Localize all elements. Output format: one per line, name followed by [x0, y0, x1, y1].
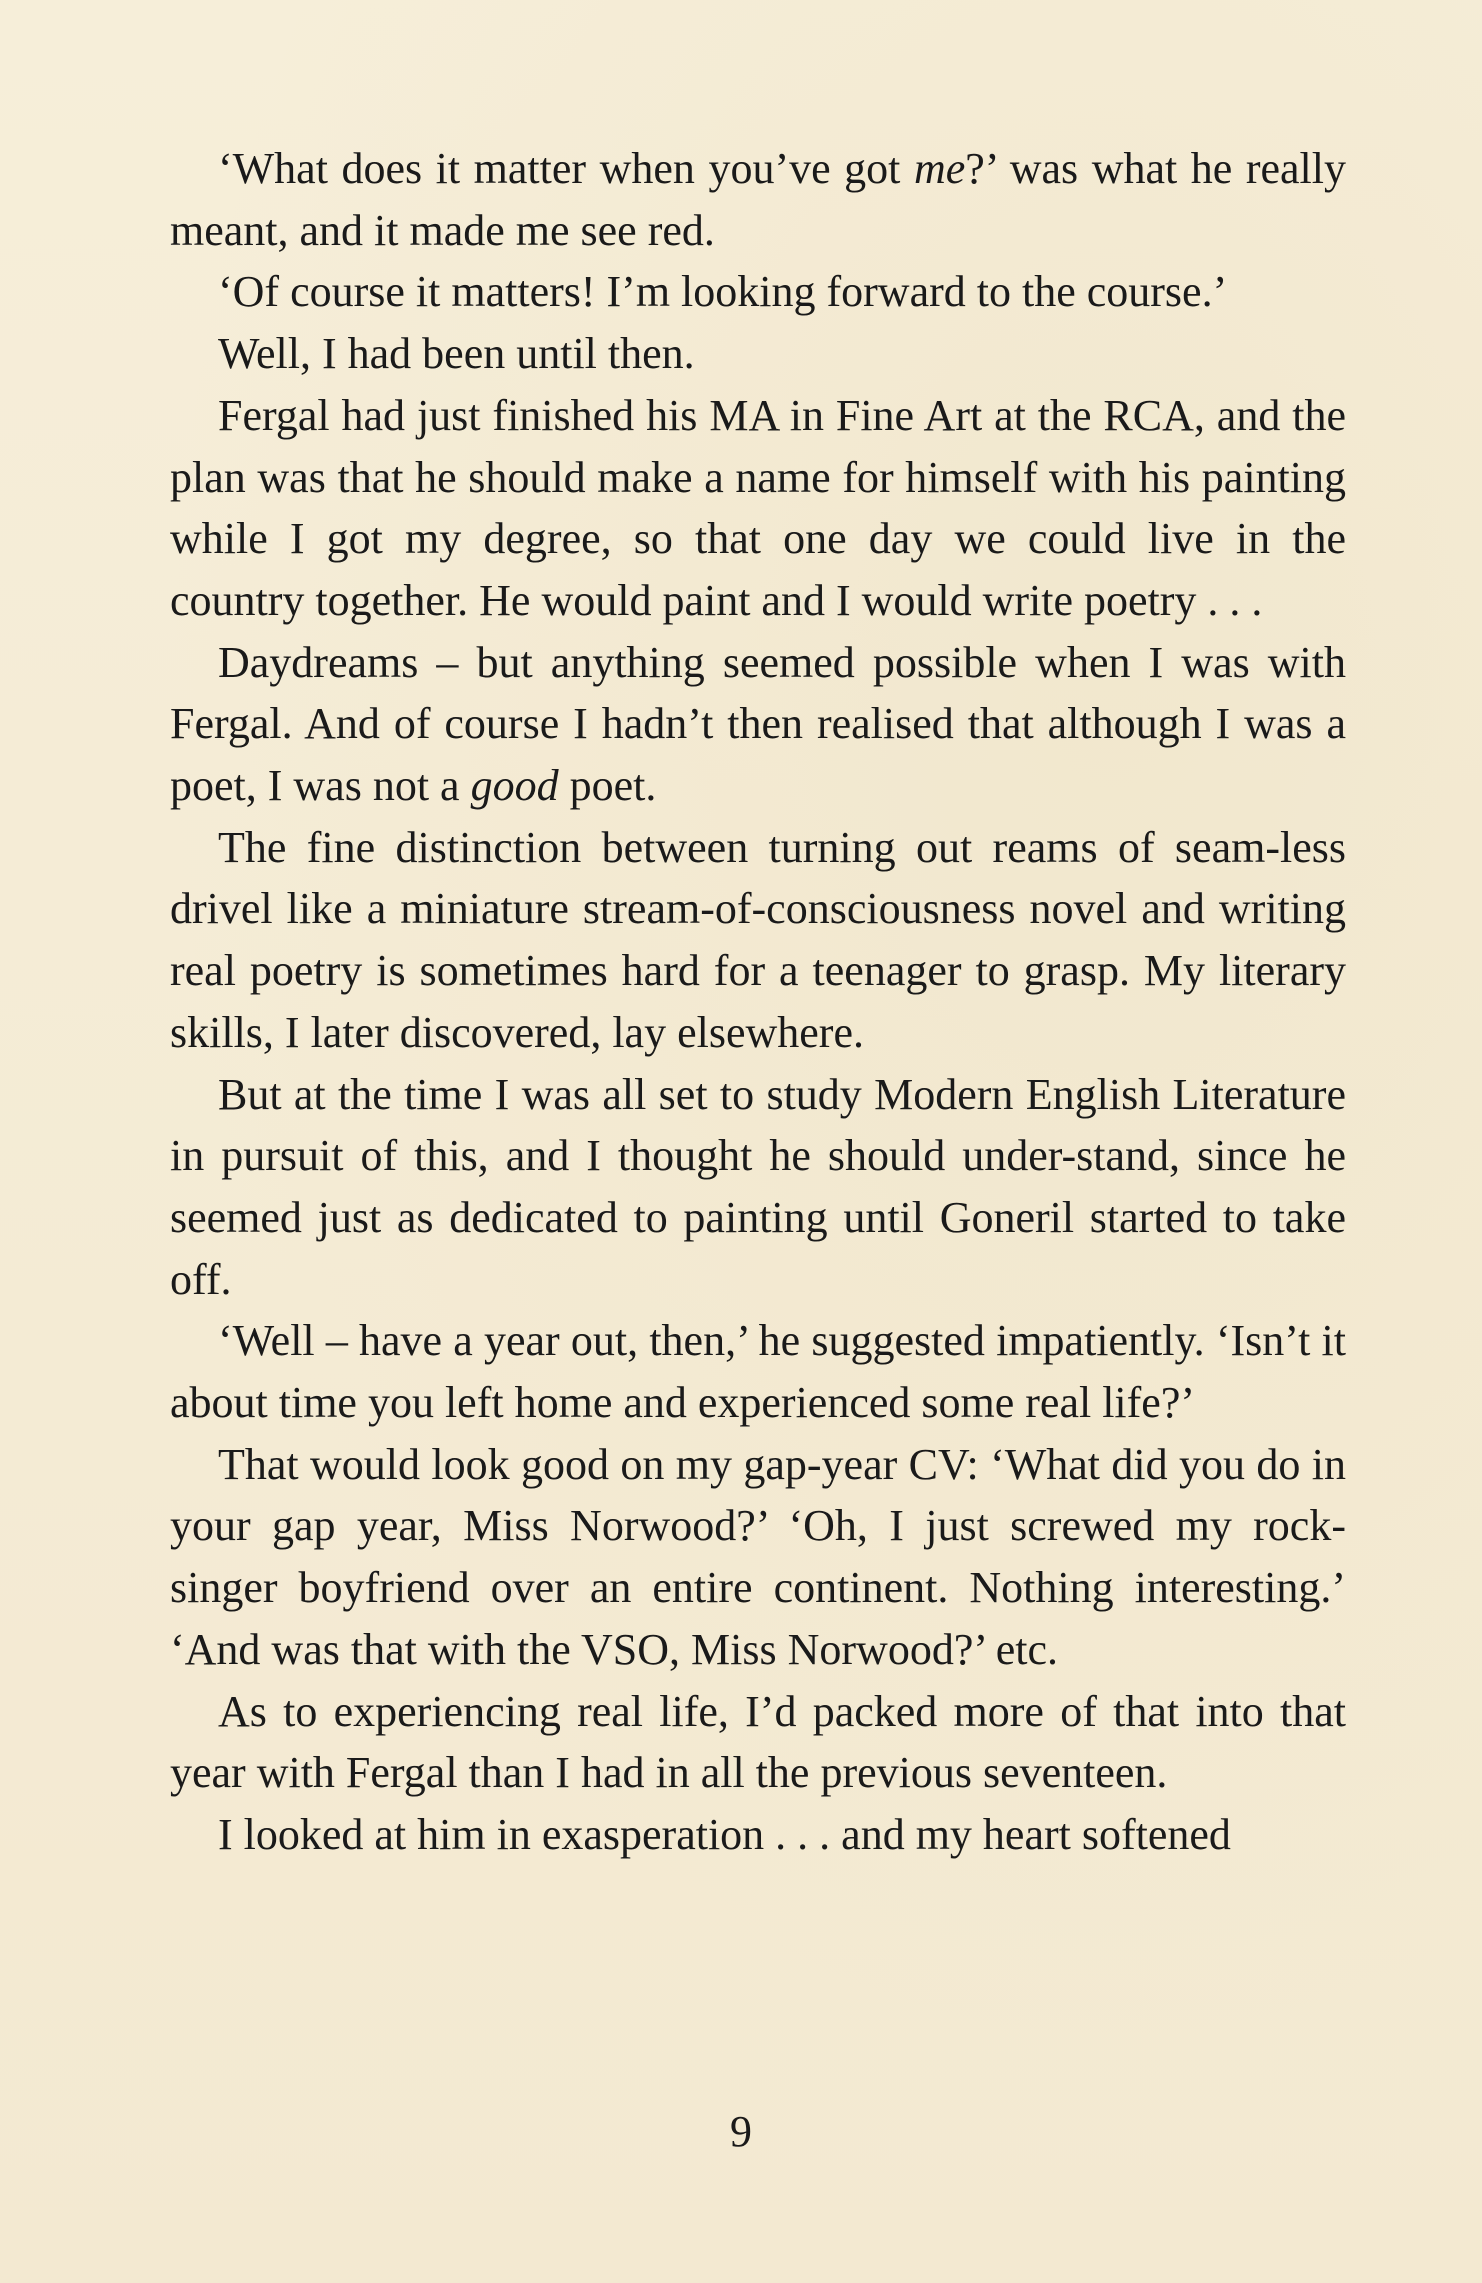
paragraph-7: But at the time I was all set to study Modern English Literature in pursuit of this, and I thought he should under-stand, since he seemed just as dedicated to painting until Goneril started to take off.	[170, 1069, 1346, 1304]
paragraph-3: Well, I had been until then.	[218, 329, 695, 379]
body-text	[170, 138, 1346, 1866]
paragraph-1: ‘What does it matter when you’ve got me?’ was what he really meant, and it made me see red.	[170, 144, 1347, 255]
paragraph-10: As to experiencing real life, I’d packed more of that into that year with Fergal than I had in all the previous seventeen.	[170, 1686, 1346, 1798]
paragraph-9: That would look good on my gap-year CV: ‘What did you do in your gap year, Miss Norwood?’ ‘Oh, I just screwed my rock-singer boyfriend over an entire continent. Nothing interesting.’ ‘And was that with the VSO, Miss Norwood?’ etc.	[170, 1439, 1346, 1674]
page-number: 9	[730, 2107, 752, 2156]
paragraph-11: I looked at him in exasperation . . . and my heart softened	[218, 1809, 1231, 1859]
paragraph-8: ‘Well – have a year out, then,’ he suggested impatiently. ‘Isn’t it about time you left home and experienced some real life?’	[170, 1316, 1346, 1428]
paragraph-5: Daydreams – but anything seemed possible when I was with Fergal. And of course I hadn’t then realised that although I was a poet, I was not a good poet.	[170, 637, 1346, 811]
paragraph-6: The fine distinction between turning out reams of seam-less drivel like a miniature stream-of-consciousness novel and writing real poetry is sometimes hard for a teenager to grasp. My literary skills, I later discovered, lay elsewhere.	[170, 822, 1346, 1057]
paragraph-2: ‘Of course it matters! I’m looking forward to the course.’	[218, 267, 1228, 317]
paragraph-4: Fergal had just finished his MA in Fine Art at the RCA, and the plan was that he should make a name for himself with his painting while I got my degree, so that one day we could live in the country together. He would paint and I would write poetry . . .	[170, 390, 1346, 625]
